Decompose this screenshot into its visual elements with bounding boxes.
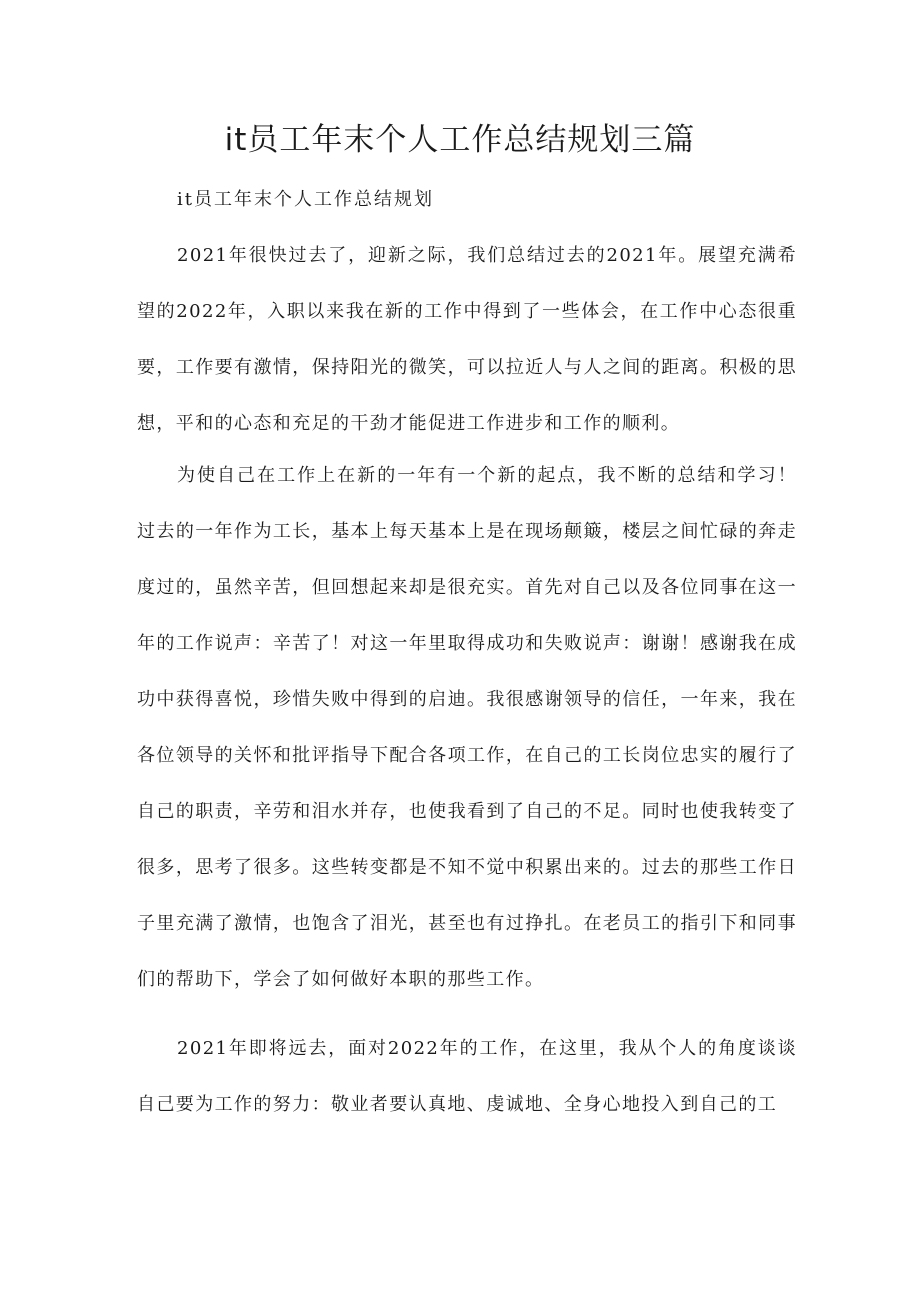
paragraph-3: 2021年即将远去，面对2022年的工作，在这里，我从个人的角度谈谈自己要为工作的努力：敬业者要认真地、虔诚地、全身心地投入到自己的工 (137, 1038, 797, 1115)
document-subtitle: it员工年末个人工作总结规划 (177, 189, 434, 210)
paragraph-2: 为使自己在工作上在新的一年有一个新的起点，我不断的总结和学习！过去的一年作为工长，基本上每天基本上是在现场颠簸，楼层之间忙碌的奔走度过的，虽然辛苦，但回想起来却是很充实。首先对自己以及各位同事在这一年的工作说声：辛苦了！对这一年里取得成功和失败说声：谢谢！感谢我在成功中获得喜悦，珍惜失败中得到的启迪。我很感谢领导的信任，一年来，我在各位领导的关怀和批评指导下配合各项工作，在自己的工长岗位忠实的履行了自己的职责，辛劳和泪水并存，也使我看到了自己的不足。同时也使我转变了很多，思考了很多。这些转变都是不知不觉中积累出来的。过去的那些工作日子里充满了激情，也饱含了泪光，甚至也有过挣扎。在老员工的指引下和同事们的帮助下，学会了如何做好本职的那些工作。 (137, 465, 797, 990)
document-title: it员工年末个人工作总结规划三篇 (224, 122, 696, 158)
paragraph-1: 2021年很快过去了，迎新之际，我们总结过去的2021年。展望充满希望的2022年，入职以来我在新的工作中得到了一些体会，在工作中心态很重要，工作要有激情，保持阳光的微笑，可以拉近人与人之间的距离。积极的思想，平和的心态和充足的干劲才能促进工作进步和工作的顺利。 (137, 245, 797, 434)
